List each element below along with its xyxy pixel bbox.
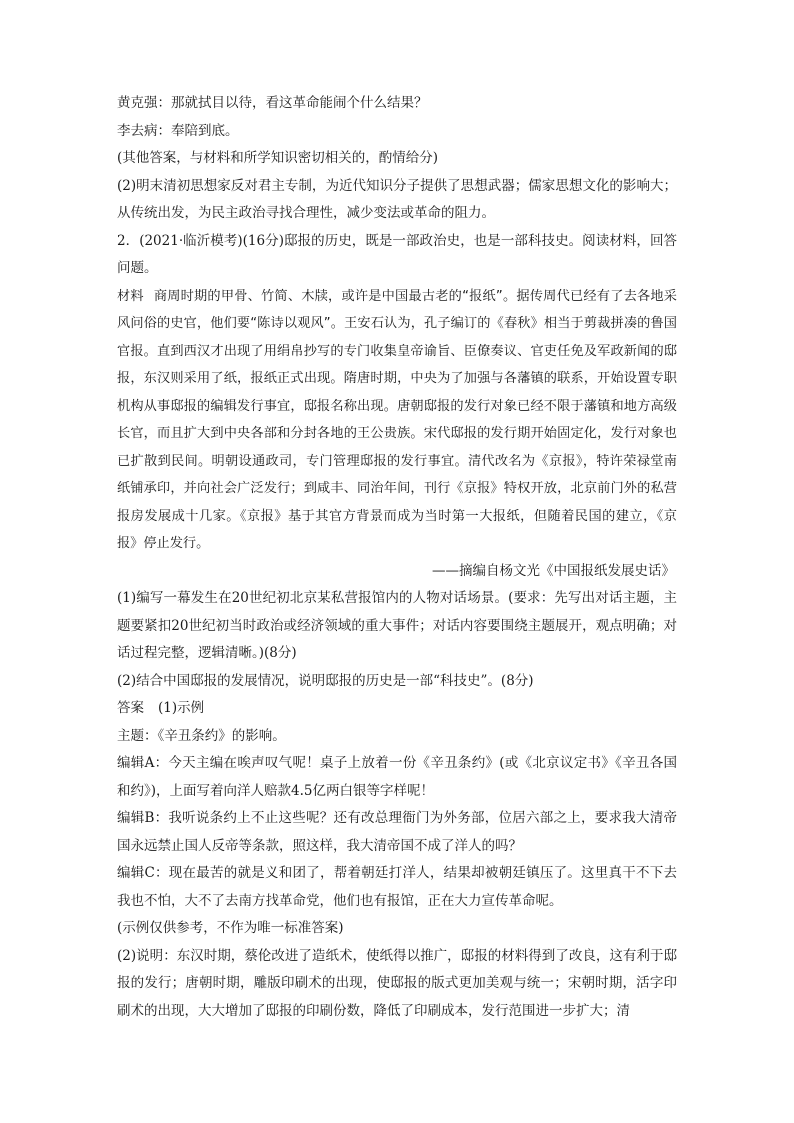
editor-c-line: 编辑C：现在最苦的就是义和团了，帮着朝廷打洋人，结果却被朝廷镇压了。这里真干不下去我也不怕，大不了去南方找革命党，他们也有报馆，正在大力宣传革命呢。	[117, 865, 677, 909]
material-source: ——摘编自杨文光《中国报纸发展史话》	[432, 562, 675, 579]
scoring-note: (其他答案，与材料和所学知识密切相关的，酌情给分)	[117, 150, 439, 166]
answer-part-2-explanation: (2)说明：东汉时期，蔡伦改进了造纸术，使纸得以推广，邸报的材料得到了改良，这有利于邸报的发行；唐朝时期，雕版印刷术的出现，使邸报的版式更加美观与统一；宋朝时期，活字印刷术的出现，大大增加了邸报的印刷份数，降低了印刷成本，发行范围进一步扩大；清	[117, 947, 677, 1019]
answer-part-2: (2)明末清初思想家反对君主专制，为近代知识分子提供了思想武器；儒家思想文化的影响大；从传统出发，为民主政治寻找合理性，减少变法或革命的阻力。	[117, 177, 677, 221]
answer-heading	[117, 695, 677, 723]
material-label: 材料	[117, 288, 144, 304]
question-2-part-1: (1)编写一幕发生在20世纪初北京某私营报馆内的人物对话场景。(要求：先写出对话主题，主题要紧扣20世纪初当时政治或经济领域的重大事件；对话内容要围绕主题展开，观点明确；对话过程完整，逻辑清晰。)(8分)	[117, 590, 677, 661]
dialogue-theme: 主题：《辛丑条约》的影响。	[117, 727, 286, 744]
example-note: (示例仅供参考，不作为唯一标准答案)	[117, 920, 344, 936]
editor-b-line: 编辑B：我听说条约上不止这些呢？还有改总理衙门为外务部，位居六部之上，要求我大清帝国永远禁止国人反帝等条款，照这样，我大清帝国不成了洋人的吗？	[117, 810, 677, 854]
answer-label: 答案	[117, 700, 144, 716]
document-page	[117, 90, 677, 1025]
editor-a-line: 编辑A：今天主编在唉声叹气呢！桌子上放着一份《辛丑条约》(或《北京议定书》《辛丑各国和约》)，上面写着向洋人赔款4.5亿两白银等字样呢！	[117, 755, 677, 799]
question-2-part-2: (2)结合中国邸报的发展情况，说明邸报的历史是一部“科技史”。(8分)	[117, 672, 534, 689]
material-text: 商周时期的甲骨、竹简、木牍，或许是中国最古老的“报纸”。据传周代已经有了去各地采风问俗的史官，他们要“陈诗以观风”。王安石认为，孔子编订的《春秋》相当于剪裁拼凑的鲁国官报。直到西汉才出现了用绢帛抄写的专门收集皇帝谕旨、臣僚奏议、官吏任免及军政新闻的邸报，东汉则采用了纸，报纸正式出现。隋唐时期，中央为了加强与各藩镇的联系，开始设置专职机构从事邸报的编辑发行事宜，邸报名称出现。唐朝邸报的发行对象已经不限于藩镇和地方高级长官，而且扩大到中央各部和分封各地的王公贵族。宋代邸报的发行期开始固定化，发行对象也已扩散到民间。明朝设通政司，专门管理邸报的发行事宜。清代改名为《京报》，特许荣禄堂南纸铺承印，并向社会广泛发行；到咸丰、同治年间，刊行《京报》特权开放，北京前门外的私营报房发展成十几家。《京报》基于其官方背景而成为当时第一大报纸，但随着民国的建立，《京报》停止发行。	[117, 288, 677, 551]
question-2-stem: 2．(2021·临沂模考)(16分)邸报的历史，既是一部政治史，也是一部科技史。阅读材料，回答问题。	[117, 232, 677, 276]
answer-example-label: (1)示例	[158, 700, 205, 716]
material-paragraph	[117, 283, 677, 558]
dialogue-line-huang: 黄克强：那就拭目以待，看这革命能闹个什么结果？	[117, 95, 428, 111]
dialogue-line-li: 李去病：奉陪到底。	[117, 122, 239, 139]
